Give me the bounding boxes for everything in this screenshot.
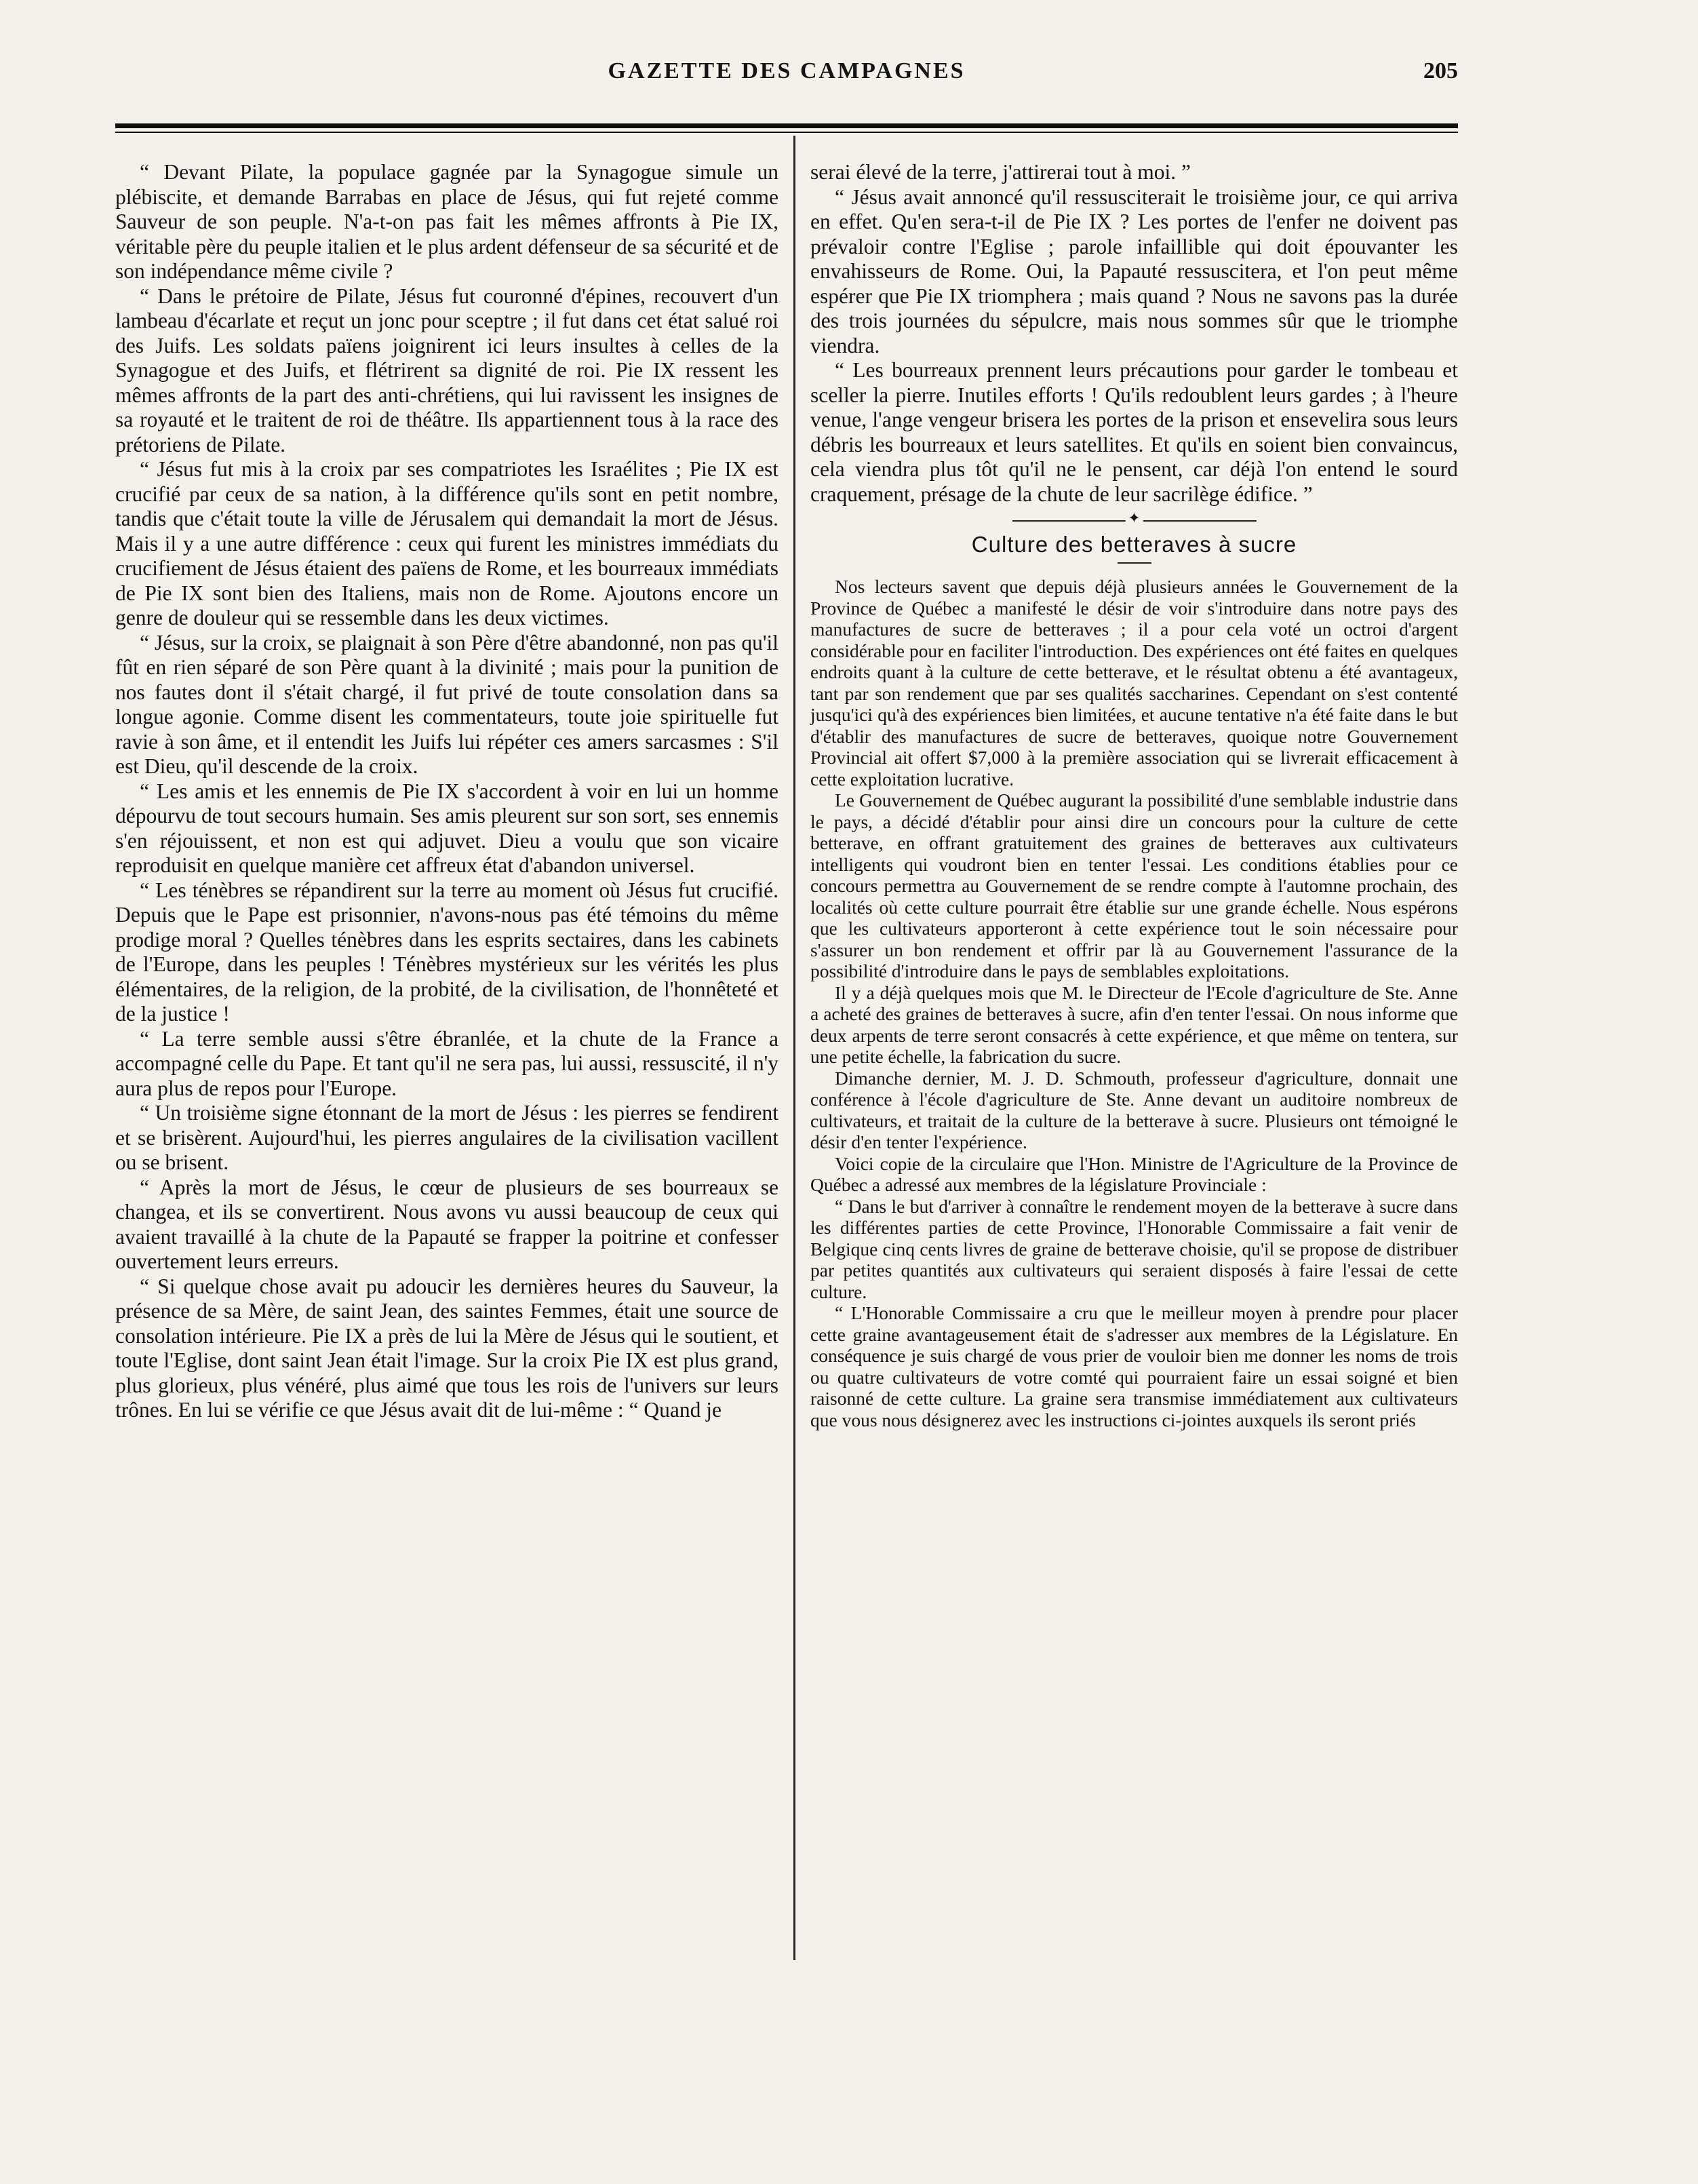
article-paragraph: “ Jésus fut mis à la croix par ses compatriotes les Israélites ; Pie IX est crucifié par ceux de sa nation, à la différence qu'ils sont en petit nombre, tandis que c'était toute la ville de Jérusalem qui demandait la mort de Jésus. Mais il y a une autre différence : ceux qui furent les ministres immédiats du crucifiement de Jésus étaient des païens de Rome, et les bourreaux immédiats de Pie IX sont bien des Italiens, mais non de Rome. Ajoutons encore un genre de douleur qui se ressemble dans les deux victimes. <box>115 457 778 629</box>
page-header <box>115 58 1458 99</box>
article-paragraph: “ Si quelque chose avait pu adoucir les dernières heures du Sauveur, la présence de sa Mère, de saint Jean, des saintes Femmes, était une source de consolation intérieure. Pie IX a près de lui la Mère de Jésus qui le soutient, et toute l'Eglise, dont saint Jean était l'image. Sur la croix Pie IX est plus grand, plus glorieux, plus vénéré, plus aimé que tous les rois de l'univers sur leurs trônes. En lui se vérifie ce que Jésus avait dit de lui-même : “ Quand je <box>115 1274 778 1422</box>
section-title: Culture des betteraves à sucre <box>971 532 1297 557</box>
article-paragraph: “ Jésus, sur la croix, se plaignait à son Père d'être abandonné, non pas qu'il fût en rien séparé de son Père quant à la divinité ; mais pour la punition de nos fautes dont il s'était chargé, il fut privé de toute consolation dans sa longue agonie. Comme disent les commentateurs, toute joie spirituelle fut ravie à son âme, et il entendit les Juifs lui répéter ces amers sarcasmes : S'il est Dieu, qu'il descende de la croix. <box>115 630 778 778</box>
section-paragraph: Dimanche dernier, M. J. D. Schmouth, professeur d'agriculture, donnait une conférence à l'école d'agriculture de Ste. Anne devant un auditoire nombreux de cultivateurs, et traitait de la culture de la betterave à sucre. Plusieurs ont témoigné le désir d'en tenter l'expérience. <box>810 1067 1458 1152</box>
section-paragraph: Nos lecteurs savent que depuis déjà plusieurs années le Gouvernement de la Province de Québec a manifesté le désir de voir s'introduire dans notre pays des manufactures de sucre de betteraves ; il a pour cela voté un octroi d'argent considérable pour en faciliter l'introduction. Des expériences ont été faites en quelques endroits quant à la culture de cette betterave, et le résultat obtenu a été avantageux, tant par son rendement que par ses qualités saccharines. Cependant on s'est contenté jusqu'ici qu'à des expériences bien limitées, et aucune tentative n'a été faite dans le but d'établir des manufactures de sucre de betteraves, quoique notre Gouvernement Provincial ait offert $7,000 à la première association qui se livrerait efficacement à cette exploitation lucrative. <box>810 576 1458 789</box>
ornament-rule <box>1012 509 1257 526</box>
article-paragraph: “ Jésus avait annoncé qu'il ressusciterait le troisième jour, ce qui arriva en effet. Qu'en sera-t-il de Pie IX ? Les portes de l'enfer ne doivent pas prévaloir contre l'Eglise ; parole infaillible qui doit épouvanter les envahisseurs de Rome. Oui, la Papauté ressuscitera, et l'on peut même espérer que Pie IX triomphera ; mais quand ? Nous ne savons pas la durée des trois journées du sépulcre, mais nous sommes sûr que le triomphe viendra. <box>810 184 1458 357</box>
star-ornament-icon: ✦ <box>1125 511 1143 526</box>
article-paragraph: “ La terre semble aussi s'être ébranlée, et la chute de la France a accompagné celle du Pape. Et tant qu'il ne sera pas, lui aussi, ressuscité, il n'y aura plus de repos pour l'Europe. <box>115 1026 778 1100</box>
article-paragraph: “ Les bourreaux prennent leurs précautions pour garder le tombeau et sceller la pierre. Inutiles efforts ! Qu'ils redoublent leurs gardes ; à l'heure venue, l'ange vengeur brisera les portes de la prison et ensevelira sous leurs débris les bourreaux et leurs satellites. Et qu'ils en soient bien convaincus, cela viendra plus tôt qu'il ne le pensent, car déjà l'on entend le sourd craquement, présage de la chute de leur sacrilège édifice. ” <box>810 358 1458 506</box>
header-rule-thick <box>115 123 1458 128</box>
section-short-rule <box>1118 562 1151 564</box>
section-paragraph: Le Gouvernement de Québec augurant la possibilité d'une semblable industrie dans le pays, a décidé d'établir pour ainsi dire un concours pour la culture de cette betterave, en offrant gratuitement des graines de betteraves aux cultivateurs intelligents qui voudront bien en tenter l'essai. Les conditions établies pour ce concours permettra au Gouvernement de se rendre compte à l'automne prochain, des localités où cette culture pourrait être établie sur une grande échelle. Nous espérons que les cultivateurs apporteront à cette expérience tout le soin nécessaire pour s'assurer un bon rendement et offrir par là au Gouvernement l'assurance de la possibilité d'introduire dans le pays de semblables exploitations. <box>810 789 1458 981</box>
section-paragraph: Il y a déjà quelques mois que M. le Directeur de l'Ecole d'agriculture de Ste. Anne a acheté des graines de betteraves à sucre, afin d'en tenter l'essai. On nous informe que deux arpents de terre seront consacrés à cette expérience, et que même on tentera, sur une petite échelle, la fabrication du sucre. <box>810 981 1458 1067</box>
article-paragraph: “ Devant Pilate, la populace gagnée par la Synagogue simule un plébiscite, et demande Barrabas en place de Jésus, qui fut rejeté comme Sauveur de son peuple. N'a-t-on pas fait les mêmes affronts à Pie IX, véritable père du peuple italien et le plus ardent défenseur de sa sécurité et de son indépendance même civile ? <box>115 160 778 283</box>
page-number: 205 <box>1423 58 1458 83</box>
running-title: GAZETTE DES CAMPAGNES <box>608 58 966 83</box>
section-heading <box>810 509 1458 564</box>
article-continuation: serai élevé de la terre, j'attirerai tout à moi. ” <box>810 160 1191 184</box>
left-column <box>115 160 778 1423</box>
section-paragraph: “ L'Honorable Commissaire a cru que le meilleur moyen à prendre pour placer cette graine avantageusement était de s'adresser aux membres de la Législature. En conséquence je suis chargé de vous prier de vouloir bien me donner les noms de trois ou quatre cultivateurs de votre comté qui pourraient faire un essai soigné et bien raisonné de cette culture. La graine sera transmise immédiatement aux cultivateurs que vous nous désignerez avec les instructions ci-jointes auxquels ils seront priés <box>810 1302 1458 1430</box>
column-divider <box>793 136 795 1960</box>
article-paragraph: “ Les ténèbres se répandirent sur la terre au moment où Jésus fut crucifié. Depuis que le Pape est prisonnier, n'avons-nous pas été témoins du même prodige moral ? Quelles ténèbres dans les esprits sectaires, dans les cabinets de l'Europe, dans les peuples ! Ténèbres mystérieux sur les vérités les plus élémentaires, de la religion, de la probité, de la civilisation, de l'honnêteté et de la justice ! <box>115 878 778 1026</box>
article-paragraph: “ Un troisième signe étonnant de la mort de Jésus : les pierres se fendirent et se brisèrent. Aujourd'hui, les pierres angulaires de la civilisation vacillent ou se brisent. <box>115 1101 778 1174</box>
section-paragraph: “ Dans le but d'arriver à connaître le rendement moyen de la betterave à sucre dans les différentes parties de cette Province, l'Honorable Commissaire a fait venir de Belgique cinq cents livres de graine de betterave choisie, qu'il se propose de distribuer par petites quantités aux cultivateurs qui seraient disposés à faire l'essai de cette culture. <box>810 1195 1458 1302</box>
header-rule-thin <box>115 132 1458 133</box>
article-paragraph: “ Les amis et les ennemis de Pie IX s'accordent à voir en lui un homme dépourvu de tout secours humain. Ses amis pleurent sur son sort, ses ennemis s'en réjouissent, et non est qui adjuvet. Dieu a voulu que son vicaire reproduisit en quelque manière cet affreux état d'abandon universel. <box>115 779 778 877</box>
article-paragraph: “ Dans le prétoire de Pilate, Jésus fut couronné d'épines, recouvert d'un lambeau d'écarlate et reçut un jonc pour sceptre ; il fut dans cet état salué roi des Juifs. Les soldats païens joignirent ici leurs insultes à celles de la Synagogue et des Juifs, et flétrirent sa dignité de roi. Pie IX ressent les mêmes affronts de la part des anti-chrétiens, qui lui ravissent les insignes de sa royauté et le traitent de roi de théâtre. Ils appartiennent tous à la race des prétoriens de Pilate. <box>115 284 778 456</box>
article-paragraph: “ Après la mort de Jésus, le cœur de plusieurs de ses bourreaux se changea, et ils se convertirent. Nous avons vu aussi beaucoup de ceux qui avaient travaillé à la chute de la Papauté se frapper la poitrine et confesser ouvertement leurs erreurs. <box>115 1175 778 1273</box>
right-column <box>810 160 1458 1430</box>
section-paragraph: Voici copie de la circulaire que l'Hon. Ministre de l'Agriculture de la Province de Québec a adressé aux membres de la législature Provinciale : <box>810 1152 1458 1195</box>
